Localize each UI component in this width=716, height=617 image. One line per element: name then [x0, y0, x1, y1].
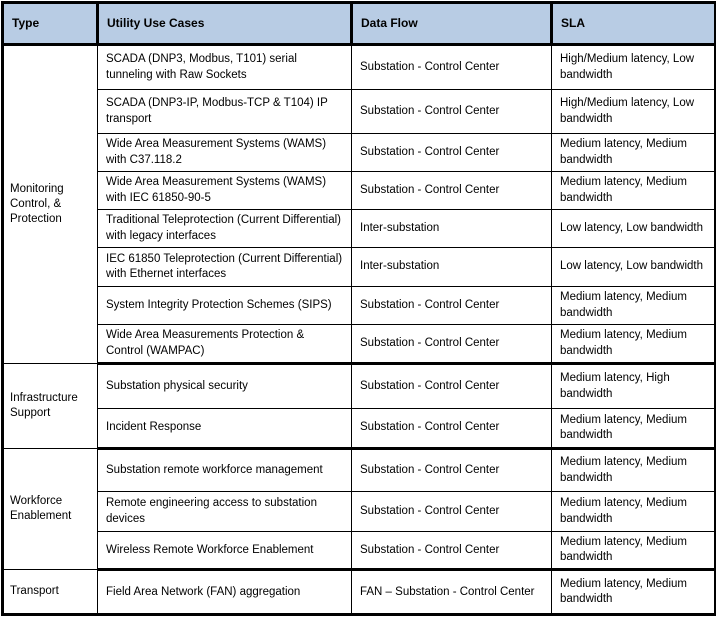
sla-cell: Medium latency, Medium bandwidth	[552, 409, 716, 449]
sla-cell: Medium latency, Medium bandwidth	[552, 570, 716, 615]
table-row	[3, 90, 716, 134]
use-case-cell: Incident Response	[98, 409, 352, 449]
table-row	[3, 248, 716, 287]
sla-cell: Medium latency, High bandwidth	[552, 364, 716, 409]
data-flow-cell: Substation - Control Center	[352, 134, 552, 172]
data-flow-cell: Substation - Control Center	[352, 45, 552, 90]
utility-use-cases-table	[1, 1, 716, 616]
sla-cell: Medium latency, Medium bandwidth	[552, 287, 716, 325]
use-case-cell: System Integrity Protection Schemes (SIPS)	[98, 287, 352, 325]
type-cell-workforce: Workforce Enablement	[3, 449, 98, 570]
sla-cell: Medium latency, Medium bandwidth	[552, 449, 716, 492]
type-cell-transport: Transport	[3, 570, 98, 615]
data-flow-cell: Inter-substation	[352, 248, 552, 287]
use-case-cell: Wide Area Measurements Protection & Control (WAMPAC)	[98, 325, 352, 364]
data-flow-cell: Substation - Control Center	[352, 492, 552, 532]
data-flow-cell: Substation - Control Center	[352, 409, 552, 449]
use-case-cell: Field Area Network (FAN) aggregation	[98, 570, 352, 615]
table-row	[3, 532, 716, 570]
data-flow-cell: Substation - Control Center	[352, 172, 552, 210]
table-row	[3, 134, 716, 172]
sla-cell: Low latency, Low bandwidth	[552, 210, 716, 248]
header-row	[3, 3, 716, 45]
table-row	[3, 325, 716, 364]
header-sla: SLA	[552, 3, 716, 45]
table-row	[3, 287, 716, 325]
data-flow-cell: FAN – Substation - Control Center	[352, 570, 552, 615]
use-case-cell: Traditional Teleprotection (Current Differential) with legacy interfaces	[98, 210, 352, 248]
data-flow-cell: Inter-substation	[352, 210, 552, 248]
sla-cell: Medium latency, Medium bandwidth	[552, 134, 716, 172]
table-row	[3, 492, 716, 532]
sla-cell: Medium latency, Medium bandwidth	[552, 325, 716, 364]
sla-cell: High/Medium latency, Low bandwidth	[552, 90, 716, 134]
table-row	[3, 45, 716, 90]
table-row	[3, 409, 716, 449]
type-cell-monitoring: Monitoring Control, & Protection	[3, 45, 98, 364]
use-case-cell: Substation physical security	[98, 364, 352, 409]
data-flow-cell: Substation - Control Center	[352, 449, 552, 492]
data-flow-cell: Substation - Control Center	[352, 364, 552, 409]
data-flow-cell: Substation - Control Center	[352, 90, 552, 134]
header-utility-use-cases: Utility Use Cases	[98, 3, 352, 45]
use-case-cell: SCADA (DNP3-IP, Modbus-TCP & T104) IP transport	[98, 90, 352, 134]
use-case-cell: Remote engineering access to substation devices	[98, 492, 352, 532]
header-data-flow: Data Flow	[352, 3, 552, 45]
sla-cell: Low latency, Low bandwidth	[552, 248, 716, 287]
header-type: Type	[3, 3, 98, 45]
use-case-cell: Wide Area Measurement Systems (WAMS) with C37.118.2	[98, 134, 352, 172]
type-cell-infrastructure: Infrastructure Support	[3, 364, 98, 449]
use-case-cell: Wide Area Measurement Systems (WAMS) with IEC 61850-90-5	[98, 172, 352, 210]
table-row	[3, 172, 716, 210]
table-row	[3, 570, 716, 615]
use-case-cell: Wireless Remote Workforce Enablement	[98, 532, 352, 570]
use-case-cell: IEC 61850 Teleprotection (Current Differential) with Ethernet interfaces	[98, 248, 352, 287]
use-case-cell: Substation remote workforce management	[98, 449, 352, 492]
use-case-cell: SCADA (DNP3, Modbus, T101) serial tunneling with Raw Sockets	[98, 45, 352, 90]
table-row	[3, 449, 716, 492]
data-flow-cell: Substation - Control Center	[352, 287, 552, 325]
sla-cell: Medium latency, Medium bandwidth	[552, 492, 716, 532]
data-flow-cell: Substation - Control Center	[352, 325, 552, 364]
table-row	[3, 364, 716, 409]
sla-cell: High/Medium latency, Low bandwidth	[552, 45, 716, 90]
sla-cell: Medium latency, Medium bandwidth	[552, 172, 716, 210]
data-flow-cell: Substation - Control Center	[352, 532, 552, 570]
sla-cell: Medium latency, Medium bandwidth	[552, 532, 716, 570]
table-row	[3, 210, 716, 248]
